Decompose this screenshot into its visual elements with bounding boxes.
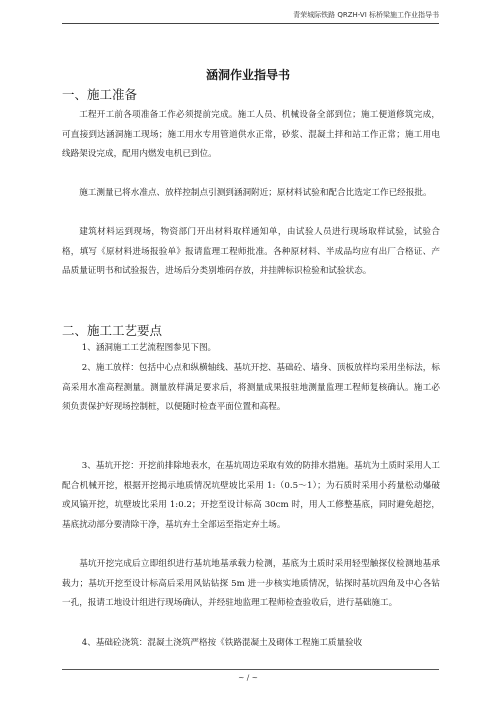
header-divider xyxy=(62,23,439,24)
footer-divider xyxy=(62,669,439,670)
paragraph-process-2: 2、施工放样：包括中心点和纵横轴线、基坑开挖、基础砼、墙身、顶板放样均采用坐标法，标高采用水准高程测量。测量放样满足要求后，将测量成果报驻地测量监理工程师复核确认。施工必须负责保护好现场控制桩，以便随时检查平面位置和高程。 xyxy=(62,363,440,413)
paragraph-preparation-3: 建筑材料运到现场，物资部门开出材料取样通知单，由试验人员进行现场取样试验，试验合格，填写《原材料进场报验单》报请监理工程师批准。各种原材料、半成品均应有出厂合格证、产品质量证明书和试验报告，进场后分类别堆码存放，并挂牌标识检验和试验状态。 xyxy=(62,227,440,277)
paragraph-preparation-2: 施工测量已将水准点、放样控制点引测到涵洞附近；原材料试验和配合比选定工作已经报批。 xyxy=(79,188,432,198)
paragraph-preparation-1: 工程开工前各项准备工作必须提前完成。施工人员、机械设备全部到位；施工便道修筑完成，可直接到达涵洞施工现场；施工用水专用管道供水正常，砂浆、混凝土拌和站工作正常；施工用电线路架设完成，配用内燃发电机已到位。 xyxy=(62,110,440,160)
paragraph-process-4: 基坑开挖完成后立即组织进行基坑地基承载力检测，基底为土质时采用轻型触探仪检测地基承载力；基坑开挖至设计标高后采用风钻钻探 5m 进一步核实地质情况，钻探时基坑四角及中心各钻一孔，报请工地设计组进行现场确认，并经驻地监理工程师检查验收后，进行基础施工。 xyxy=(62,559,440,609)
paragraph-process-5: 4、基础砼浇筑：混凝土浇筑严格按《铁路混凝土及砌体工程施工质量验收 xyxy=(81,638,363,648)
running-header: 青荣城际铁路 QRZH-VI 标桥梁施工作业指导书 xyxy=(293,11,439,19)
section-heading-process: 二、施工工艺要点 xyxy=(62,323,163,338)
section-heading-preparation: 一、施工准备 xyxy=(62,87,138,102)
document-title: 涵洞作业指导书 xyxy=(205,68,290,82)
paragraph-process-3: 3、基坑开挖：开挖前排除地表水，在基坑周边采取有效的防排水措施。基坑为土质时采用人工配合机械开挖，根据开挖揭示地质情况坑壁坡比采用 1:（0.5～1）；为石质时采用小药量松动爆破或风镐开挖，坑壁坡比采用 1:0.2；开挖至设计标高 30cm 时，用人工修整基底，同时避免超挖，基底扰动部分要清除干净，基坑弃土全部运至指定弃土场。 xyxy=(62,461,440,530)
paragraph-process-1: 1、涵洞施工工艺流程图参见下图。 xyxy=(81,343,217,353)
page-number: ~ / ~ xyxy=(238,673,258,682)
